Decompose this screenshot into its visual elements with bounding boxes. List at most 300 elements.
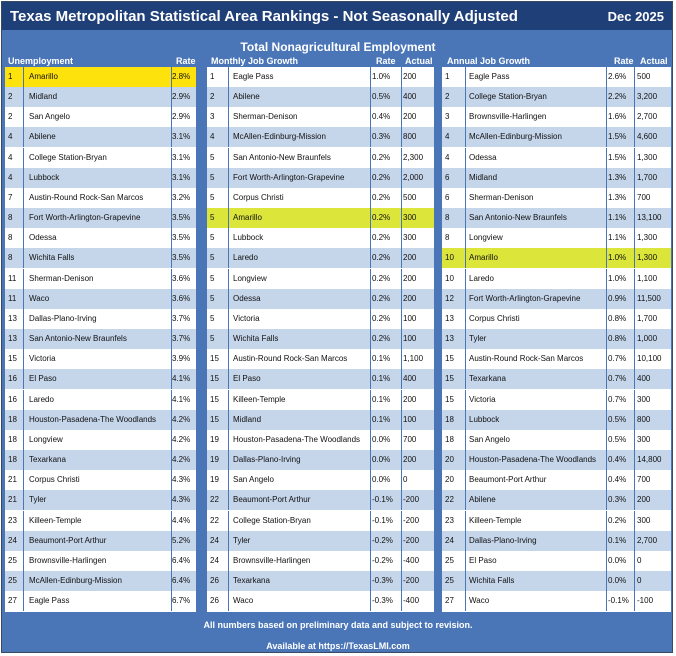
column-divider: [228, 228, 229, 248]
monthly-rate-cell: 0.2%: [372, 213, 391, 223]
unemployment-rate-cell: 3.6%: [172, 273, 191, 283]
column-divider: [23, 430, 24, 450]
unemployment-table: [5, 67, 196, 612]
unemployment-rank-cell: 27: [8, 596, 17, 606]
annual-actual-cell: 700: [637, 192, 651, 202]
monthly-rank-cell: 5: [210, 192, 215, 202]
annual-job-growth-table: [442, 67, 671, 612]
unemployment-rate-header: Rate: [176, 56, 196, 66]
unemployment-rank-cell: 23: [8, 515, 17, 525]
annual-rate-cell: 2.2%: [608, 92, 627, 102]
monthly-rank-cell: 4: [210, 132, 215, 142]
unemployment-rate-cell: 3.5%: [172, 253, 191, 263]
column-divider: [23, 87, 24, 107]
monthly-row: [207, 551, 434, 571]
monthly-rate-cell: 0.0%: [372, 455, 391, 465]
annual-row: [442, 269, 671, 289]
column-divider: [370, 127, 371, 147]
column-divider: [634, 188, 635, 208]
monthly-row: [207, 208, 434, 228]
unemployment-area-cell: San Antonio-New Braunfels: [29, 334, 127, 344]
monthly-rank-cell: 5: [210, 293, 215, 303]
monthly-actual-cell: 100: [403, 414, 417, 424]
column-divider: [634, 127, 635, 147]
monthly-rank-cell: 5: [210, 233, 215, 243]
column-divider: [606, 87, 607, 107]
monthly-rank-cell: 15: [210, 394, 219, 404]
annual-row: [442, 107, 671, 127]
unemployment-area-cell: Midland: [29, 92, 58, 102]
monthly-rate-cell: 0.1%: [372, 354, 391, 364]
column-divider: [228, 450, 229, 470]
monthly-actual-cell: 200: [403, 112, 417, 122]
annual-rate-cell: 1.5%: [608, 152, 627, 162]
monthly-rank-cell: 5: [210, 273, 215, 283]
annual-rate-cell: 0.9%: [608, 293, 627, 303]
column-divider: [370, 309, 371, 329]
column-divider: [606, 490, 607, 510]
unemployment-rank-cell: 24: [8, 535, 17, 545]
unemployment-row: [5, 329, 196, 349]
column-divider: [634, 410, 635, 430]
annual-actual-cell: 400: [637, 374, 651, 384]
column-divider: [465, 107, 466, 127]
monthly-row: [207, 228, 434, 248]
annual-rank-cell: 20: [445, 455, 454, 465]
unemployment-rate-cell: 4.1%: [172, 374, 191, 384]
monthly-area-cell: Waco: [233, 596, 254, 606]
column-divider: [401, 289, 402, 309]
unemployment-rank-cell: 21: [8, 495, 17, 505]
annual-rank-cell: 8: [445, 233, 450, 243]
column-divider: [634, 87, 635, 107]
column-divider: [23, 188, 24, 208]
monthly-rate-cell: 0.2%: [372, 313, 391, 323]
column-divider: [370, 470, 371, 490]
unemployment-rank-cell: 18: [8, 434, 17, 444]
unemployment-rank-cell: 8: [8, 213, 13, 223]
monthly-area-cell: Killeen-Temple: [233, 394, 286, 404]
unemployment-area-cell: Beaumont-Port Arthur: [29, 535, 107, 545]
column-divider: [228, 410, 229, 430]
annual-area-cell: El Paso: [469, 555, 497, 565]
unemployment-row: [5, 67, 196, 87]
monthly-rate-cell: 0.2%: [372, 172, 391, 182]
unemployment-rate-cell: 3.5%: [172, 233, 191, 243]
monthly-rate-cell: -0.2%: [372, 555, 393, 565]
annual-actual-header: Actual: [640, 56, 668, 66]
unemployment-rank-cell: 13: [8, 334, 17, 344]
monthly-row: [207, 289, 434, 309]
annual-rate-cell: 0.0%: [608, 576, 627, 585]
annual-area-cell: Waco: [469, 596, 490, 606]
annual-row: [442, 67, 671, 87]
column-divider: [401, 329, 402, 349]
unemployment-rank-cell: 11: [8, 273, 17, 283]
column-divider: [401, 369, 402, 389]
annual-rank-cell: 6: [445, 192, 450, 202]
annual-rank-cell: 24: [445, 535, 454, 545]
monthly-row: [207, 67, 434, 87]
unemployment-area-cell: Longview: [29, 434, 63, 444]
column-divider: [465, 349, 466, 369]
monthly-row: [207, 148, 434, 168]
monthly-area-cell: College Station-Bryan: [233, 515, 311, 525]
unemployment-rate-cell: 6.7%: [172, 596, 191, 606]
footer-source: Available at https://TexasLMI.com: [266, 641, 410, 651]
annual-row: [442, 450, 671, 470]
column-divider: [401, 571, 402, 591]
monthly-area-cell: Sherman-Denison: [233, 112, 298, 122]
column-divider: [23, 67, 24, 87]
annual-rank-cell: 15: [445, 374, 454, 384]
unemployment-row: [5, 511, 196, 531]
annual-area-cell: San Angelo: [469, 434, 510, 444]
footer-note: All numbers based on preliminary data and subject to revision.: [203, 620, 473, 630]
unemployment-row: [5, 188, 196, 208]
column-divider: [401, 490, 402, 510]
unemployment-row: [5, 450, 196, 470]
unemployment-rate-cell: 3.5%: [172, 213, 191, 223]
column-divider: [465, 168, 466, 188]
annual-row: [442, 248, 671, 268]
annual-rate-cell: 0.2%: [608, 515, 627, 525]
unemployment-row: [5, 551, 196, 571]
annual-row: [442, 168, 671, 188]
monthly-rank-cell: 5: [210, 152, 215, 162]
monthly-rate-cell: 0.2%: [372, 253, 391, 263]
column-divider: [370, 531, 371, 551]
annual-row: [442, 309, 671, 329]
column-divider: [23, 369, 24, 389]
annual-area-cell: Beaumont-Port Arthur: [469, 475, 547, 485]
annual-actual-cell: 300: [637, 515, 651, 525]
column-divider: [465, 531, 466, 551]
column-divider: [370, 228, 371, 248]
column-divider: [606, 551, 607, 571]
column-divider: [634, 390, 635, 410]
column-divider: [634, 531, 635, 551]
unemployment-rank-cell: 8: [8, 253, 13, 263]
column-divider: [401, 107, 402, 127]
column-divider: [465, 450, 466, 470]
annual-row: [442, 511, 671, 531]
annual-row: [442, 87, 671, 107]
column-divider: [370, 269, 371, 289]
column-divider: [465, 571, 466, 591]
unemployment-row: [5, 591, 196, 611]
annual-rate-cell: 0.3%: [608, 495, 627, 505]
monthly-row: [207, 470, 434, 490]
column-divider: [370, 188, 371, 208]
unemployment-rate-cell: 4.2%: [172, 434, 191, 444]
annual-actual-cell: 700: [637, 475, 651, 485]
annual-rank-cell: 4: [445, 132, 450, 142]
column-divider: [465, 127, 466, 147]
monthly-row: [207, 188, 434, 208]
unemployment-row: [5, 571, 196, 591]
unemployment-row: [5, 390, 196, 410]
column-divider: [465, 410, 466, 430]
annual-rank-cell: 4: [445, 152, 450, 162]
column-divider: [606, 450, 607, 470]
report-title: Texas Metropolitan Statistical Area Rankings - Not Seasonally Adjusted: [10, 8, 518, 25]
column-divider: [228, 107, 229, 127]
column-divider: [23, 410, 24, 430]
annual-rate-cell: 0.8%: [608, 313, 627, 323]
column-divider: [634, 168, 635, 188]
monthly-row: [207, 87, 434, 107]
monthly-row: [207, 531, 434, 551]
column-divider: [606, 329, 607, 349]
column-divider: [465, 87, 466, 107]
unemployment-area-cell: Corpus Christi: [29, 475, 80, 485]
column-divider: [401, 309, 402, 329]
annual-rate-cell: 1.1%: [608, 233, 627, 243]
column-divider: [23, 269, 24, 289]
monthly-row: [207, 168, 434, 188]
unemployment-area-cell: Amarillo: [29, 72, 58, 81]
column-divider: [606, 531, 607, 551]
monthly-row: [207, 248, 434, 268]
monthly-rank-cell: 24: [210, 555, 219, 565]
annual-actual-cell: 11,500: [637, 293, 661, 303]
column-divider: [401, 127, 402, 147]
monthly-row: [207, 309, 434, 329]
annual-rank-cell: 18: [445, 414, 454, 424]
monthly-area-cell: Texarkana: [233, 576, 270, 585]
monthly-rate-cell: 0.0%: [372, 434, 391, 444]
annual-rate-cell: 0.5%: [608, 434, 627, 444]
column-divider: [228, 551, 229, 571]
annual-area-cell: Lubbock: [469, 414, 500, 424]
annual-area-cell: McAllen-Edinburg-Mission: [469, 132, 562, 142]
unemployment-rank-cell: 2: [8, 112, 13, 122]
annual-rank-cell: 13: [445, 313, 454, 323]
monthly-area-cell: Corpus Christi: [233, 192, 284, 202]
annual-actual-cell: 0: [637, 555, 642, 565]
monthly-rank-cell: 5: [210, 213, 215, 223]
annual-actual-cell: 13,100: [637, 213, 662, 223]
unemployment-row: [5, 208, 196, 228]
column-divider: [401, 531, 402, 551]
annual-actual-cell: 2,700: [637, 535, 658, 545]
monthly-area-cell: Victoria: [233, 313, 260, 323]
annual-actual-cell: 1,000: [637, 334, 658, 344]
column-divider: [465, 369, 466, 389]
annual-rate-cell: 1.3%: [608, 192, 627, 202]
annual-row: [442, 127, 671, 147]
column-divider: [401, 228, 402, 248]
annual-rank-cell: 20: [445, 475, 454, 485]
annual-actual-cell: 200: [637, 495, 651, 505]
column-divider: [370, 390, 371, 410]
unemployment-rate-cell: 2.8%: [172, 72, 191, 81]
unemployment-rank-cell: 21: [8, 475, 17, 485]
annual-area-cell: Midland: [469, 172, 498, 182]
column-divider: [370, 208, 371, 228]
annual-actual-cell: 4,600: [637, 132, 658, 142]
monthly-header: Monthly Job Growth: [211, 56, 298, 66]
column-divider: [634, 148, 635, 168]
unemployment-row: [5, 87, 196, 107]
unemployment-row: [5, 127, 196, 147]
unemployment-row: [5, 470, 196, 490]
monthly-row: [207, 490, 434, 510]
annual-rank-cell: 1: [445, 72, 450, 81]
column-divider: [23, 571, 24, 591]
annual-rank-cell: 6: [445, 172, 450, 182]
monthly-actual-cell: 200: [403, 253, 417, 263]
monthly-rank-cell: 26: [210, 596, 219, 606]
annual-area-cell: Odessa: [469, 152, 497, 162]
column-divider: [370, 430, 371, 450]
column-divider: [606, 127, 607, 147]
column-divider: [23, 309, 24, 329]
annual-actual-cell: 2,700: [637, 112, 658, 122]
monthly-rate-cell: 0.1%: [372, 374, 391, 384]
monthly-rate-cell: -0.1%: [372, 515, 393, 525]
monthly-rate-cell: 0.2%: [372, 293, 391, 303]
monthly-actual-cell: 200: [403, 394, 417, 404]
column-divider: [23, 470, 24, 490]
annual-area-cell: Victoria: [469, 394, 496, 404]
unemployment-row: [5, 228, 196, 248]
monthly-actual-cell: 300: [403, 213, 417, 223]
annual-area-cell: Fort Worth-Arlington-Grapevine: [469, 293, 581, 303]
unemployment-area-cell: Texarkana: [29, 455, 66, 465]
annual-rate-cell: 1.5%: [608, 132, 627, 142]
monthly-rank-cell: 19: [210, 434, 219, 444]
monthly-rank-cell: 15: [210, 414, 219, 424]
monthly-actual-cell: 1,100: [403, 354, 424, 364]
unemployment-header: Unemployment: [8, 56, 74, 66]
unemployment-row: [5, 269, 196, 289]
column-divider: [23, 531, 24, 551]
unemployment-rate-cell: 5.2%: [172, 535, 191, 545]
annual-row: [442, 490, 671, 510]
annual-rank-cell: 8: [445, 213, 450, 223]
unemployment-row: [5, 410, 196, 430]
annual-row: [442, 571, 671, 591]
unemployment-row: [5, 248, 196, 268]
column-divider: [465, 248, 466, 268]
monthly-rank-cell: 22: [210, 515, 219, 525]
monthly-area-cell: Houston-Pasadena-The Woodlands: [233, 434, 361, 444]
monthly-row: [207, 349, 434, 369]
monthly-row: [207, 107, 434, 127]
unemployment-row: [5, 289, 196, 309]
unemployment-rank-cell: 16: [8, 394, 17, 404]
annual-area-cell: Texarkana: [469, 374, 506, 384]
column-divider: [370, 289, 371, 309]
unemployment-rank-cell: 25: [8, 555, 17, 565]
column-divider: [634, 450, 635, 470]
monthly-job-growth-table: [207, 67, 434, 612]
monthly-area-cell: Lubbock: [233, 233, 264, 243]
annual-area-cell: Abilene: [469, 495, 496, 505]
unemployment-rate-cell: 3.9%: [172, 354, 191, 364]
unemployment-area-cell: McAllen-Edinburg-Mission: [29, 576, 122, 585]
annual-rate-cell: 0.7%: [608, 354, 627, 364]
column-divider: [370, 450, 371, 470]
column-divider: [370, 107, 371, 127]
annual-rank-cell: 10: [445, 273, 454, 283]
monthly-actual-cell: 300: [403, 233, 417, 243]
annual-actual-cell: 1,700: [637, 313, 658, 323]
monthly-actual-cell: 100: [403, 334, 417, 344]
column-divider: [465, 208, 466, 228]
monthly-rank-cell: 15: [210, 374, 219, 384]
column-divider: [606, 390, 607, 410]
column-divider: [401, 591, 402, 611]
monthly-rate-cell: 1.0%: [372, 72, 391, 81]
unemployment-area-cell: San Angelo: [29, 112, 70, 122]
column-divider: [370, 591, 371, 611]
monthly-area-cell: Odessa: [233, 293, 261, 303]
unemployment-row: [5, 107, 196, 127]
annual-actual-cell: 500: [637, 72, 651, 81]
unemployment-rank-cell: 4: [8, 172, 13, 182]
column-divider: [634, 67, 635, 87]
column-divider: [370, 87, 371, 107]
unemployment-area-cell: El Paso: [29, 374, 57, 384]
annual-rank-cell: 10: [445, 253, 454, 263]
unemployment-rank-cell: 4: [8, 132, 13, 142]
unemployment-rate-cell: 4.3%: [172, 495, 191, 505]
column-divider: [606, 67, 607, 87]
monthly-rate-cell: -0.1%: [372, 495, 393, 505]
column-divider: [23, 329, 24, 349]
column-divider: [634, 490, 635, 510]
monthly-actual-cell: 2,000: [403, 172, 424, 182]
annual-row: [442, 551, 671, 571]
column-divider: [23, 148, 24, 168]
annual-rate-cell: 1.0%: [608, 253, 627, 263]
annual-area-cell: Houston-Pasadena-The Woodlands: [469, 455, 597, 465]
monthly-rate-cell: 0.2%: [372, 152, 391, 162]
unemployment-area-cell: Brownsville-Harlingen: [29, 555, 107, 565]
column-divider: [465, 228, 466, 248]
column-divider: [606, 148, 607, 168]
column-divider: [606, 470, 607, 490]
column-divider: [634, 591, 635, 611]
annual-rank-cell: 25: [445, 576, 454, 585]
unemployment-rate-cell: 2.9%: [172, 92, 191, 102]
column-divider: [23, 168, 24, 188]
column-divider: [228, 390, 229, 410]
column-divider: [370, 571, 371, 591]
unemployment-rank-cell: 18: [8, 414, 17, 424]
monthly-rate-cell: 0.2%: [372, 192, 391, 202]
unemployment-row: [5, 369, 196, 389]
unemployment-area-cell: Tyler: [29, 495, 47, 505]
annual-actual-cell: 300: [637, 394, 651, 404]
column-divider: [606, 309, 607, 329]
annual-area-cell: Eagle Pass: [469, 72, 510, 81]
annual-rank-cell: 15: [445, 354, 454, 364]
column-divider: [228, 87, 229, 107]
annual-row: [442, 470, 671, 490]
column-divider: [606, 228, 607, 248]
column-divider: [23, 450, 24, 470]
column-divider: [606, 369, 607, 389]
column-divider: [23, 390, 24, 410]
annual-rate-cell: 0.7%: [608, 394, 627, 404]
annual-row: [442, 591, 671, 611]
annual-area-cell: Tyler: [469, 334, 487, 344]
column-divider: [606, 107, 607, 127]
